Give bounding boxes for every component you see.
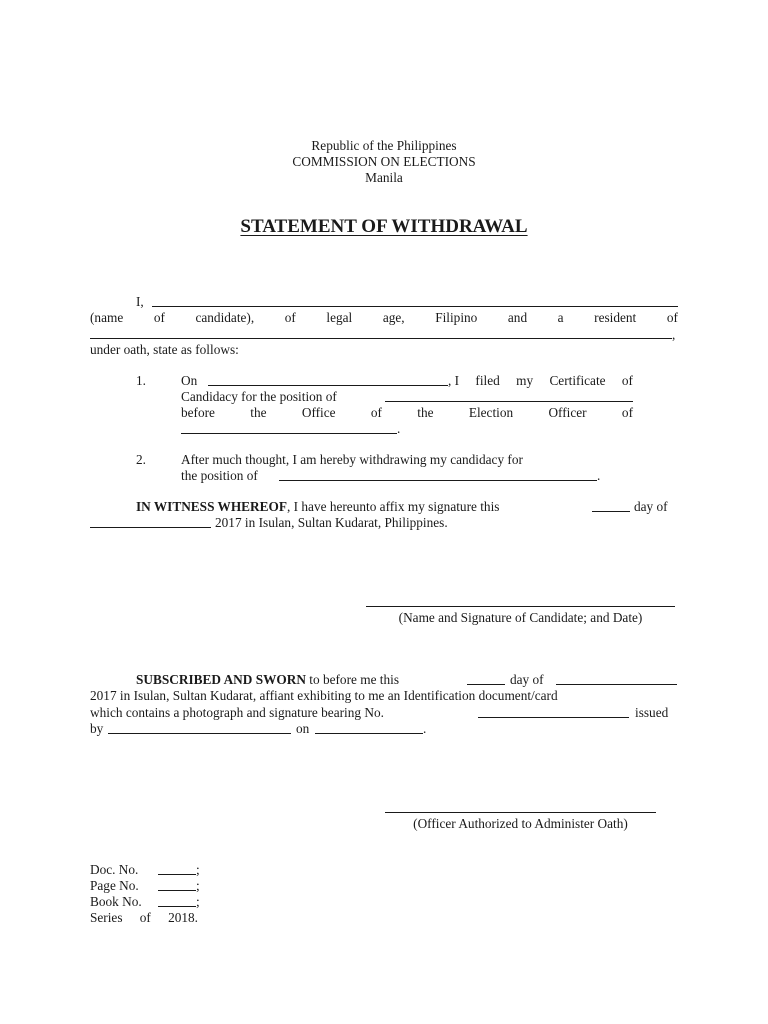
jurat-text-1: to before me this: [309, 672, 400, 687]
intro-word: legal: [326, 310, 353, 325]
header-country: Republic of the Philippines: [311, 138, 457, 153]
witness-month-line: [90, 527, 211, 528]
witness-bold: IN WITNESS WHEREOF: [136, 499, 287, 514]
jurat-bold: SUBSCRIBED AND SWORN: [136, 672, 306, 687]
header-agency: COMMISSION ON ELECTIONS: [292, 154, 476, 169]
intro-word: candidate),: [195, 310, 255, 325]
document-title: STATEMENT OF WITHDRAWAL: [240, 216, 528, 237]
notarial-series-word: 2018.: [168, 910, 198, 925]
jurat-day-of: day of: [510, 672, 544, 687]
item-1-before-row: [181, 405, 633, 421]
intro-word: (name: [90, 310, 124, 325]
item-1-word: Office: [301, 405, 336, 420]
item-1-word: of: [370, 405, 382, 420]
notarial-series-row: [90, 910, 198, 926]
item-1-word: the: [250, 405, 267, 420]
jurat-by: by: [90, 721, 104, 736]
item-1-word: of: [621, 373, 633, 388]
witness-day-of: day of: [634, 499, 668, 514]
notarial-series-word: of: [139, 910, 151, 925]
candidate-signature-line: [366, 606, 675, 607]
intro-word: a: [557, 310, 564, 325]
item-1-period: .: [397, 421, 401, 436]
intro-word: of: [153, 310, 165, 325]
header-city: Manila: [365, 170, 403, 185]
issued-on-line: [315, 733, 423, 734]
residence-line: [90, 338, 672, 339]
election-office-line: [181, 433, 397, 434]
item-2-period: .: [597, 468, 601, 483]
item-1-word: of: [621, 405, 633, 420]
intro-word: age,: [382, 310, 405, 325]
item-2-line-1: After much thought, I am hereby withdrawing my candidacy for: [181, 452, 523, 467]
witness-line-1: [136, 499, 499, 515]
jurat-line-1: [136, 672, 399, 688]
jurat-line-2: 2017 in Isulan, Sultan Kudarat, affiant exhibiting to me an Identification document/card: [90, 688, 558, 703]
item-1-word: Election: [468, 405, 514, 420]
notarial-doc-semicolon: ;: [196, 862, 200, 877]
intro-i-label: I,: [136, 294, 144, 309]
id-number-line: [478, 717, 629, 718]
position-line-1: [385, 401, 633, 402]
filing-date-line: [208, 385, 448, 386]
item-1-word: the: [417, 405, 434, 420]
issued-by-line: [108, 733, 291, 734]
intro-oath: under oath, state as follows:: [90, 342, 239, 357]
item-1-word: before: [181, 405, 215, 420]
item-1-position-text: Candidacy for the position of: [181, 389, 337, 404]
notarial-doc-line: [158, 874, 196, 875]
notarial-page-semicolon: ;: [196, 878, 200, 893]
notarial-page-line: [158, 890, 196, 891]
residence-comma: ,: [672, 327, 676, 342]
item-2-line-2: the position of: [181, 468, 258, 483]
candidate-name-line: [152, 306, 678, 307]
intro-word: resident: [594, 310, 637, 325]
intro-word: of: [284, 310, 296, 325]
item-1-word: my: [516, 373, 534, 388]
candidate-signature-caption: (Name and Signature of Candidate; and Date): [398, 610, 643, 625]
notarial-page-label: Page No.: [90, 878, 139, 893]
jurat-issued: issued: [635, 705, 669, 720]
intro-name-row: [90, 310, 678, 326]
jurat-line-3: which contains a photograph and signature bearing No.: [90, 705, 384, 720]
notarial-book-line: [158, 906, 196, 907]
notarial-doc-label: Doc. No.: [90, 862, 139, 877]
witness-day-line: [592, 511, 630, 512]
intro-word: and: [507, 310, 528, 325]
item-1-on-label: On: [181, 373, 198, 388]
notarial-book-label: Book No.: [90, 894, 142, 909]
notarial-series-word: Series: [90, 910, 123, 925]
item-2-number: 2.: [136, 452, 146, 467]
item-1-filed-row: [448, 373, 633, 389]
item-1-word: Certificate: [549, 373, 606, 388]
witness-text-1: , I have hereunto affix my signature this: [287, 499, 500, 514]
jurat-on: on: [296, 721, 310, 736]
officer-signature-line: [385, 812, 656, 813]
intro-word: of: [666, 310, 678, 325]
jurat-month-line: [556, 684, 677, 685]
officer-signature-caption: (Officer Authorized to Administer Oath): [413, 816, 628, 831]
notarial-book-semicolon: ;: [196, 894, 200, 909]
item-1-number: 1.: [136, 373, 146, 388]
witness-text-2: 2017 in Isulan, Sultan Kudarat, Philippines.: [215, 515, 448, 530]
item-1-word: , I: [448, 373, 460, 388]
item-1-word: filed: [475, 373, 500, 388]
jurat-period: .: [423, 721, 427, 736]
jurat-day-line: [467, 684, 505, 685]
item-1-word: Officer: [548, 405, 587, 420]
position-line-2: [279, 480, 597, 481]
intro-word: Filipino: [435, 310, 478, 325]
